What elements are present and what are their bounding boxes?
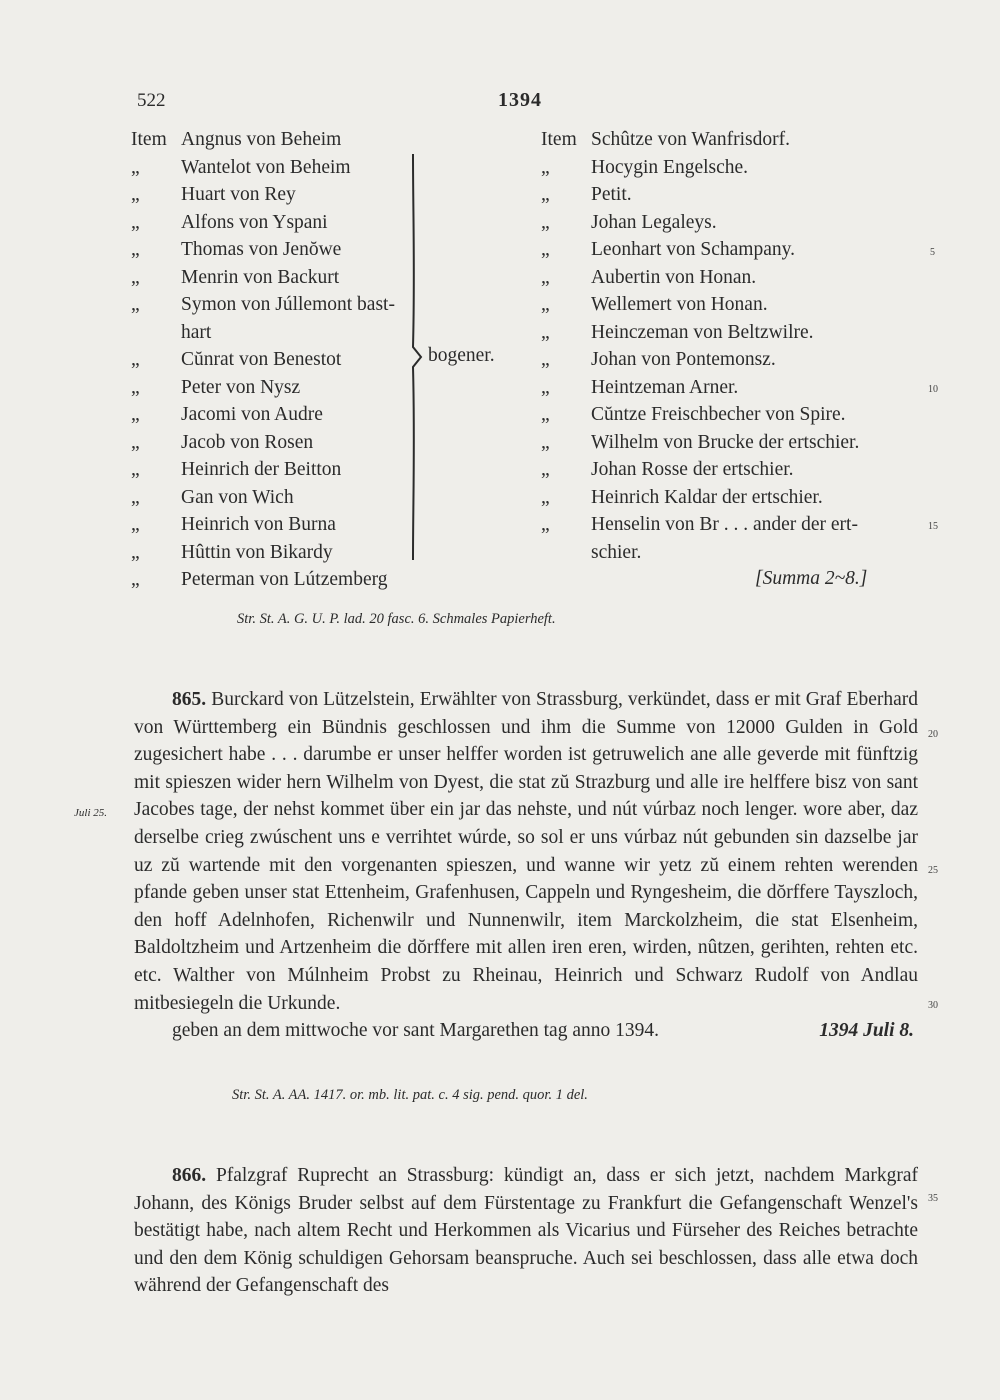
list-item: „ Huart von Rey (131, 184, 296, 205)
list-item: „ Johan Rosse der ertschier. (541, 459, 794, 480)
right-name-list (541, 126, 921, 566)
list-item: „ Cŭnrat von Benestot (131, 349, 342, 370)
list-item: „ Jacomi von Audre (131, 404, 323, 425)
curly-brace-icon (395, 152, 425, 562)
list-item: „ Heinrich Kaldar der ertschier. (541, 486, 823, 508)
margin-date: Juli 25. (74, 807, 107, 819)
list-item: „ Johan von Pontemonsz. (541, 349, 776, 370)
list-item: schier. (591, 541, 642, 563)
line-number: 15 (928, 521, 938, 532)
entry-865 (134, 686, 918, 1045)
entry-paragraph (134, 686, 918, 1017)
entry-number: 866. (172, 1165, 207, 1186)
list-item: „ Symon von Júllemont bast- (131, 294, 395, 315)
list-item: „ Hocygin Engelsche. (541, 156, 749, 178)
closing-date: 1394 Juli 8. (819, 1020, 914, 1042)
list-item: „ Heintzeman Arner. (541, 376, 739, 398)
entry-text: Burckard von Lützelstein, Erwählter von Strassburg, verkündet, dass er mit Graf Eberhard von Württemberg ein Bündnis geschlossen und ihm die Summe von 12000 Gulden in Gold zugesichert habe . . . darumbe er unser helffer worden ist getruwelich ane alle geverde mit fünftzig mit spieszen wider hern Wilhelm von Dyest, die stat zŭ Strazburg und alle ire helffere bisz von sant Jacobes tage, der nehst kommet über ein jar das nehste, und nút vúrbaz noch lenger. wore aber, daz derselbe crieg zwúschent uns e verrihtet wúrde, so sol er uns vúrbaz nút gebunden sin dazselbe jar uz zŭ wartende mit den vorgenanten spieszen, und wanne wir yetz zŭ einem rehten werenden pfande geben unser stat Ettenheim, Grafenhusen, Cappeln und Ryngesheim, die dŏrffere Tayszloch, den hoff Adelnhofen, Richenwilr und Nunnenwilr, item Marckolzheim, die stat Elsenheim, Baldoltzheim und Artzenheim die dŏrffere mit allen iren eren, wirden, nûtzen, gerihten, rehten etc. etc. Walther von Múlnheim Probst zu Rheinau, Heinrich und Schwarz Rudolf von Andlau mitbesiegeln die Urkunde. (134, 689, 919, 1014)
running-head-year: 1394 (498, 89, 542, 111)
closing-text: geben an dem mittwoche vor sant Margarethen tag anno 1394. (172, 1020, 659, 1042)
source-citation: Str. St. A. G. U. P. lad. 20 fasc. 6. Schmales Papierheft. (237, 611, 556, 627)
list-item: „ Gan von Wich (131, 486, 294, 508)
line-number: 35 (928, 1193, 938, 1204)
entry-866 (134, 1162, 918, 1300)
list-item: „ Thomas von Jenŏwe (131, 239, 342, 260)
list-item: „ Petit. (541, 184, 632, 205)
list-item: Item Schûtze von Wanfrisdorf. (541, 129, 790, 150)
list-item: „ Peter von Nysz (131, 376, 301, 398)
list-item: „ Hûttin von Bikardy (131, 541, 333, 563)
list-item: „ Heinrich der Beitton (131, 459, 342, 480)
source-citation: Str. St. A. AA. 1417. or. mb. lit. pat. c. 4 sig. pend. quor. 1 del. (232, 1087, 588, 1103)
entry-number: 865. (172, 689, 207, 710)
list-item: „ Heinrich von Burna (131, 514, 336, 535)
line-number: 30 (928, 1000, 938, 1011)
list-item: „ Wantelot von Beheim (131, 156, 351, 178)
page-number: 522 (137, 90, 166, 111)
list-item: „ Aubertin von Honan. (541, 266, 757, 288)
list-item: „ Peterman von Lútzemberg (131, 569, 388, 590)
list-item: „ Menrin von Backurt (131, 266, 340, 288)
line-number: 10 (928, 384, 938, 395)
list-item: „ Leonhart von Schampany. (541, 239, 795, 260)
left-name-list (131, 126, 431, 594)
entry-closing (134, 1017, 918, 1045)
line-number: 20 (928, 729, 938, 740)
list-item: „ Wellemert von Honan. (541, 294, 768, 315)
brace-label: bogener. (428, 345, 495, 366)
entry-paragraph (134, 1162, 918, 1300)
summa-note: [Summa 2~8.] (755, 568, 868, 589)
list-item: „ Heinczeman von Beltzwilre. (541, 321, 814, 343)
line-number: 25 (928, 865, 938, 876)
entry-text: Pfalzgraf Ruprecht an Strassburg: kündigt an, dass er sich jetzt, nachdem Markgraf Johann, des Königs Bruder selbst auf dem Fürstentage zu Frankfurt die Gefangenschaft Wenzel's bestätigt habe, nach altem Recht und Herkommen als Vicarius und Fürseher des Reiches betrachte und den dem König schuldigen Gehorsam beanspruche. Auch sei beschlossen, dass alle etwa doch während der Gefangenschaft des (134, 1165, 919, 1297)
list-item: „ Cŭntze Freischbecher von Spire. (541, 404, 846, 425)
line-number: 5 (930, 247, 935, 258)
list-item: „ Wilhelm von Brucke der ertschier. (541, 431, 860, 453)
list-item: „ Jacob von Rosen (131, 431, 314, 453)
list-item: Item Angnus von Beheim (131, 129, 342, 150)
list-item: hart (181, 321, 212, 343)
list-item: „ Alfons von Yspani (131, 211, 328, 233)
list-item: „ Henselin von Br . . . ander der ert- (541, 514, 858, 535)
list-item: „ Johan Legaleys. (541, 211, 717, 233)
